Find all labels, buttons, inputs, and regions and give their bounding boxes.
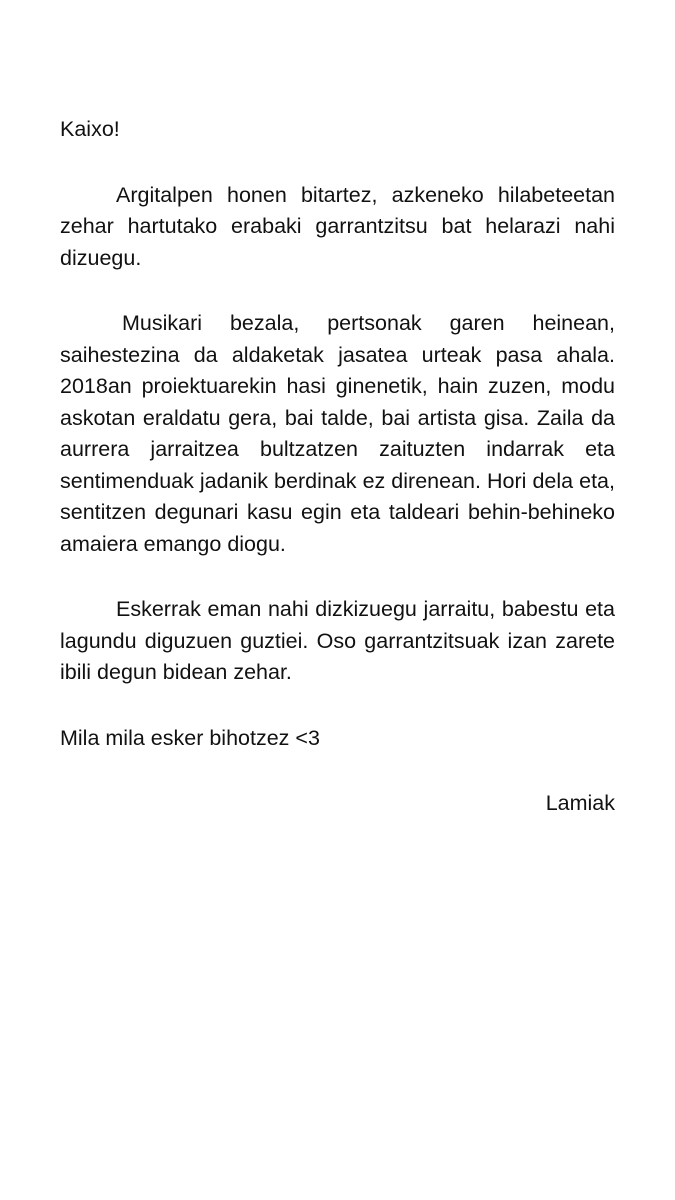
paragraph-announcement: Argitalpen honen bitartez, azkeneko hilabeteetan zehar hartutako erabaki garrantzitsu bat helarazi nahi dizuegu. [60, 182, 615, 270]
paragraph-explanation: Musikari bezala, pertsonak garen heinean, saihestezina da aldaketak jasatea urteak pasa ahala. 2018an proiektuarekin hasi ginenetik, hain zuzen, modu askotan eraldatu gera, bai talde, bai artista gisa. Zaila da aurrera jarraitzea bultzatzen zaituzten indarrak eta sentimenduak jadanik berdinak ez direnean. Hori dela eta, sentitzen degunari kasu egin eta taldeari behin-behineko amaiera emango diogu. [60, 311, 615, 556]
signature: Lamiak [545, 791, 615, 815]
letter-body [60, 114, 615, 820]
greeting: Kaixo! [60, 117, 120, 141]
paragraph-thanks: Eskerrak eman nahi dizkizuegu jarraitu, babestu eta lagundu diguzuen guztiei. Oso garrantzitsuak izan zarete ibili degun bidean zehar. [60, 597, 615, 684]
closing-line: Mila mila esker bihotzez <3 [60, 725, 320, 750]
